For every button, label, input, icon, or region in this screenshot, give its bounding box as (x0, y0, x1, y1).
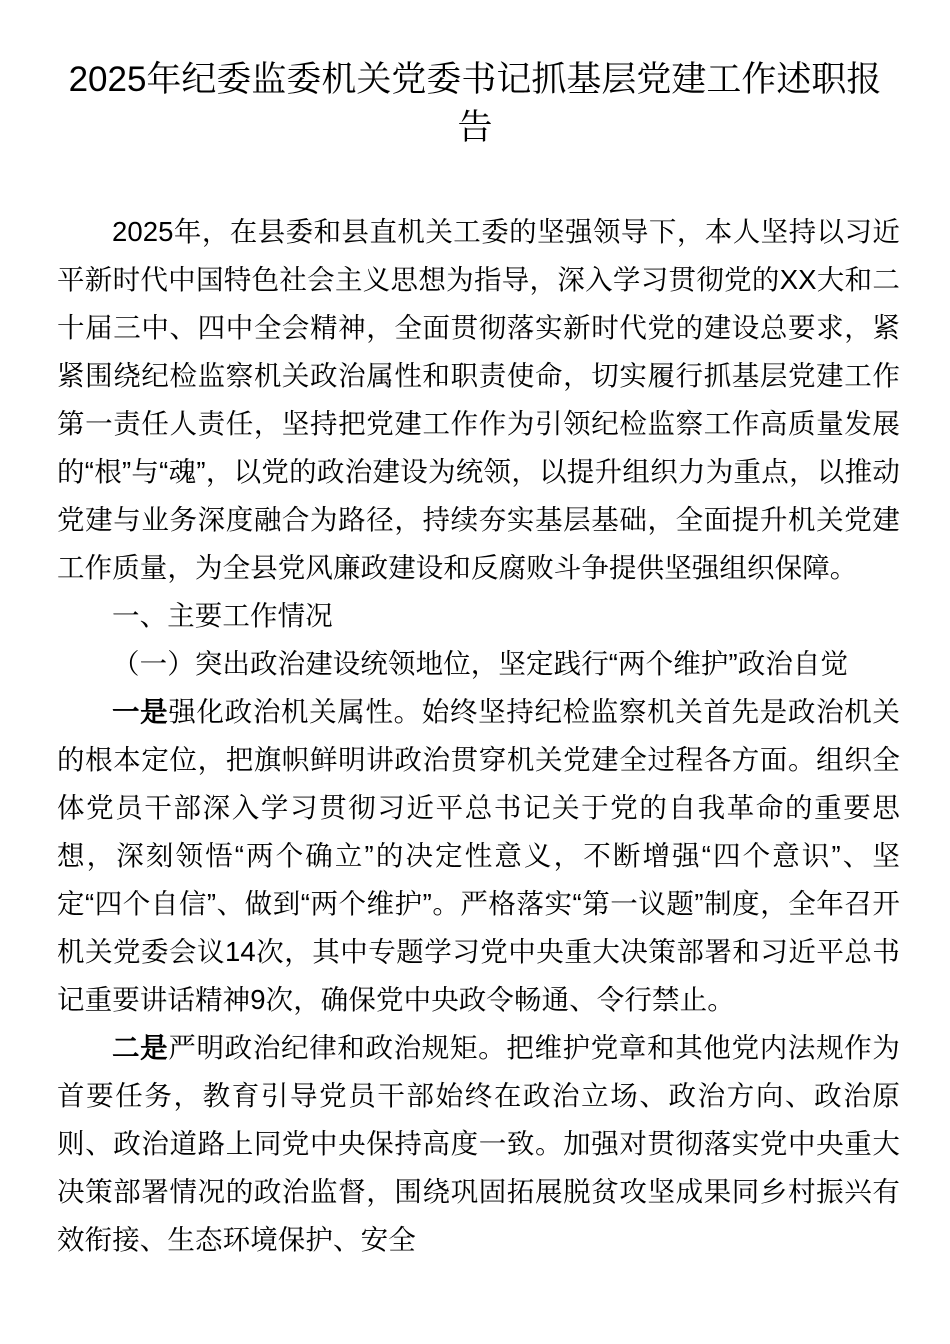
subsection-heading-political-construction: （一）突出政治建设统领地位，坚定践行“两个维护”政治自觉 (112, 648, 849, 679)
point-two-paragraph (57, 1024, 900, 1264)
title-body-spacer (0, 152, 950, 208)
point-two-lead-label: 二是 (112, 1032, 169, 1063)
point-one-body-text: 强化政治机关属性。始终坚持纪检监察机关首先是政治机关的根本定位，把旗帜鲜明讲政治贯穿机关党建全过程各方面。组织全体党员干部深入学习贯彻习近平总书记关于党的自我革命的重要思想，深刻领悟“两个确立”的决定性意义，不断增强“四个意识”、坚定“四个自信”、做到“两个维护”。严格落实“第一议题”制度，全年召开机关党委会议14次，其中专题学习党中央重大决策部署和习近平总书记重要讲话精神9次，确保党中央政令畅通、令行禁止。 (57, 696, 900, 1015)
document-body (0, 208, 950, 1264)
section-heading-main-work: 一、主要工作情况 (112, 600, 333, 631)
opening-paragraph: 2025年，在县委和县直机关工委的坚强领导下，本人坚持以习近平新时代中国特色社会主义思想为指导，深入学习贯彻党的XX大和二十届三中、四中全会精神，全面贯彻落实新时代党的建设总要求，紧紧围绕纪检监察机关政治属性和职责使命，切实履行抓基层党建工作第一责任人责任，坚持把党建工作作为引领纪检监察工作高质量发展的“根”与“魂”，以党的政治建设为统领，以提升组织力为重点，以推动党建与业务深度融合为路径，持续夯实基层基础，全面提升机关党建工作质量，为全县党风廉政建设和反腐败斗争提供坚强组织保障。 (57, 216, 900, 583)
point-one-lead-label: 一是 (112, 696, 169, 727)
point-one-paragraph (57, 688, 900, 1024)
point-two-body-text: 严明政治纪律和政治规矩。把维护党章和其他党内法规作为首要任务，教育引导党员干部始终在政治立场、政治方向、政治原则、政治道路上同党中央保持高度一致。加强对贯彻落实党中央重大决策部署情况的政治监督，围绕巩固拓展脱贫攻坚成果同乡村振兴有效衔接、生态环境保护、安全 (57, 1032, 900, 1255)
page-title: 2025年纪委监委机关党委书记抓基层党建工作述职报告 (68, 60, 882, 147)
